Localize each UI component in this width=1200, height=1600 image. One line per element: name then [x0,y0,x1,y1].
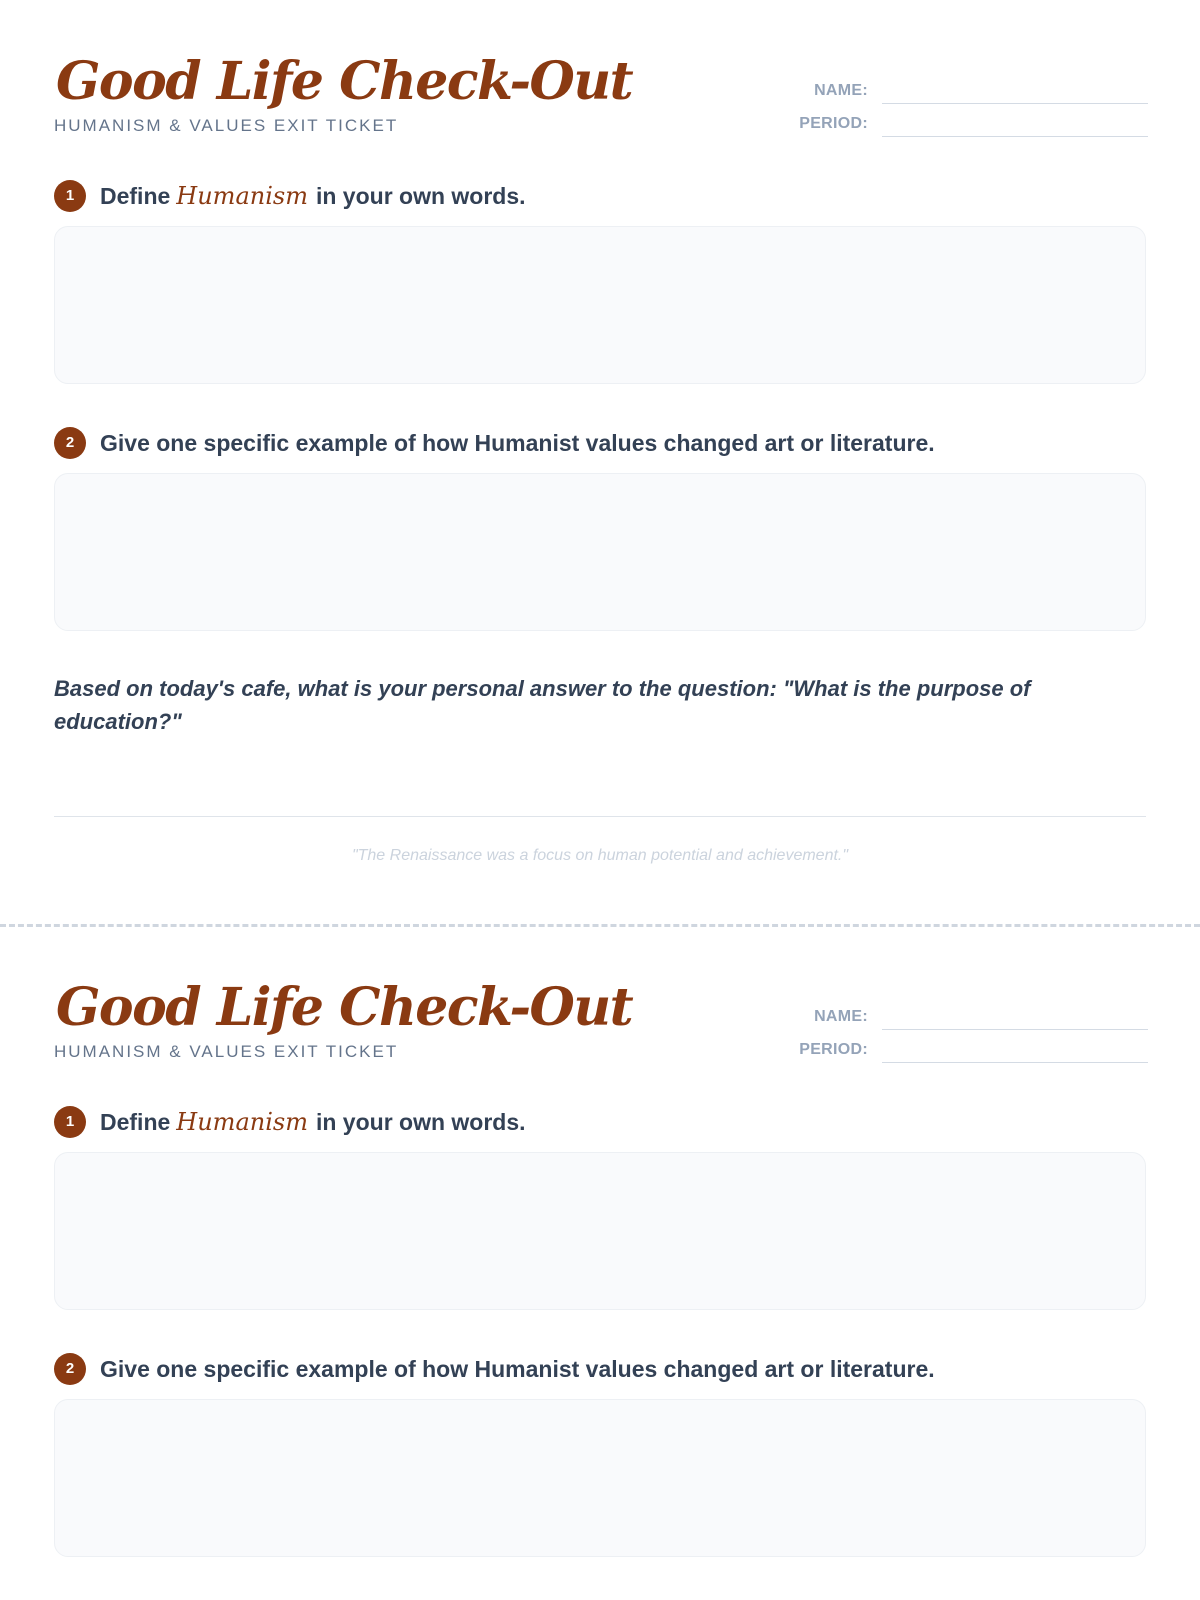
question-1-text-before: Define [100,1109,171,1135]
ticket-subtitle: HUMANISM & VALUES EXIT TICKET [54,116,399,135]
question-1-text-after: in your own words. [315,183,526,209]
name-field[interactable] [748,78,1148,104]
name-label: NAME: [814,1008,868,1025]
period-label: PERIOD: [799,1041,868,1058]
question-2-answer-box[interactable] [54,1399,1146,1557]
question-1-prompt [100,1106,526,1138]
period-line[interactable] [882,1062,1148,1063]
question-2-number-badge: 2 [54,1353,86,1385]
ticket-title: Good Life Check-Out [56,51,633,112]
question-2-number-badge: 2 [54,427,86,459]
ticket-title: Good Life Check-Out [56,977,633,1038]
footer-quote: "The Renaissance was a focus on human potential and achievement." [351,847,849,864]
question-1-number-badge: 1 [54,180,86,212]
question-1-emphasis: Humanism [176,1108,308,1136]
question-1-number-badge: 1 [54,1106,86,1138]
question-1-answer-box[interactable] [54,1152,1146,1310]
period-line[interactable] [882,136,1148,137]
question-1-answer-box[interactable] [54,226,1146,384]
question-2-answer-box[interactable] [54,473,1146,631]
period-field[interactable] [748,111,1148,137]
question-1-prompt [100,180,526,212]
name-field[interactable] [748,1004,1148,1030]
question-2-prompt: Give one specific example of how Humanist values changed art or literature. [100,1356,935,1382]
reflection-prompt: Based on today's cafe, what is your personal answer to the question: "What is the purpose of education?" [54,676,1031,734]
name-label: NAME: [814,82,868,99]
period-field[interactable] [748,1037,1148,1063]
ticket-subtitle: HUMANISM & VALUES EXIT TICKET [54,1042,399,1061]
name-line[interactable] [882,103,1148,104]
period-label: PERIOD: [799,115,868,132]
exit-ticket-bottom [0,926,1200,1600]
question-1-text-after: in your own words. [315,1109,526,1135]
name-line[interactable] [882,1029,1148,1030]
question-1-text-before: Define [100,183,171,209]
question-2-prompt: Give one specific example of how Humanist values changed art or literature. [100,430,935,456]
reflection-answer-line[interactable] [54,816,1146,817]
question-1-emphasis: Humanism [176,182,308,210]
